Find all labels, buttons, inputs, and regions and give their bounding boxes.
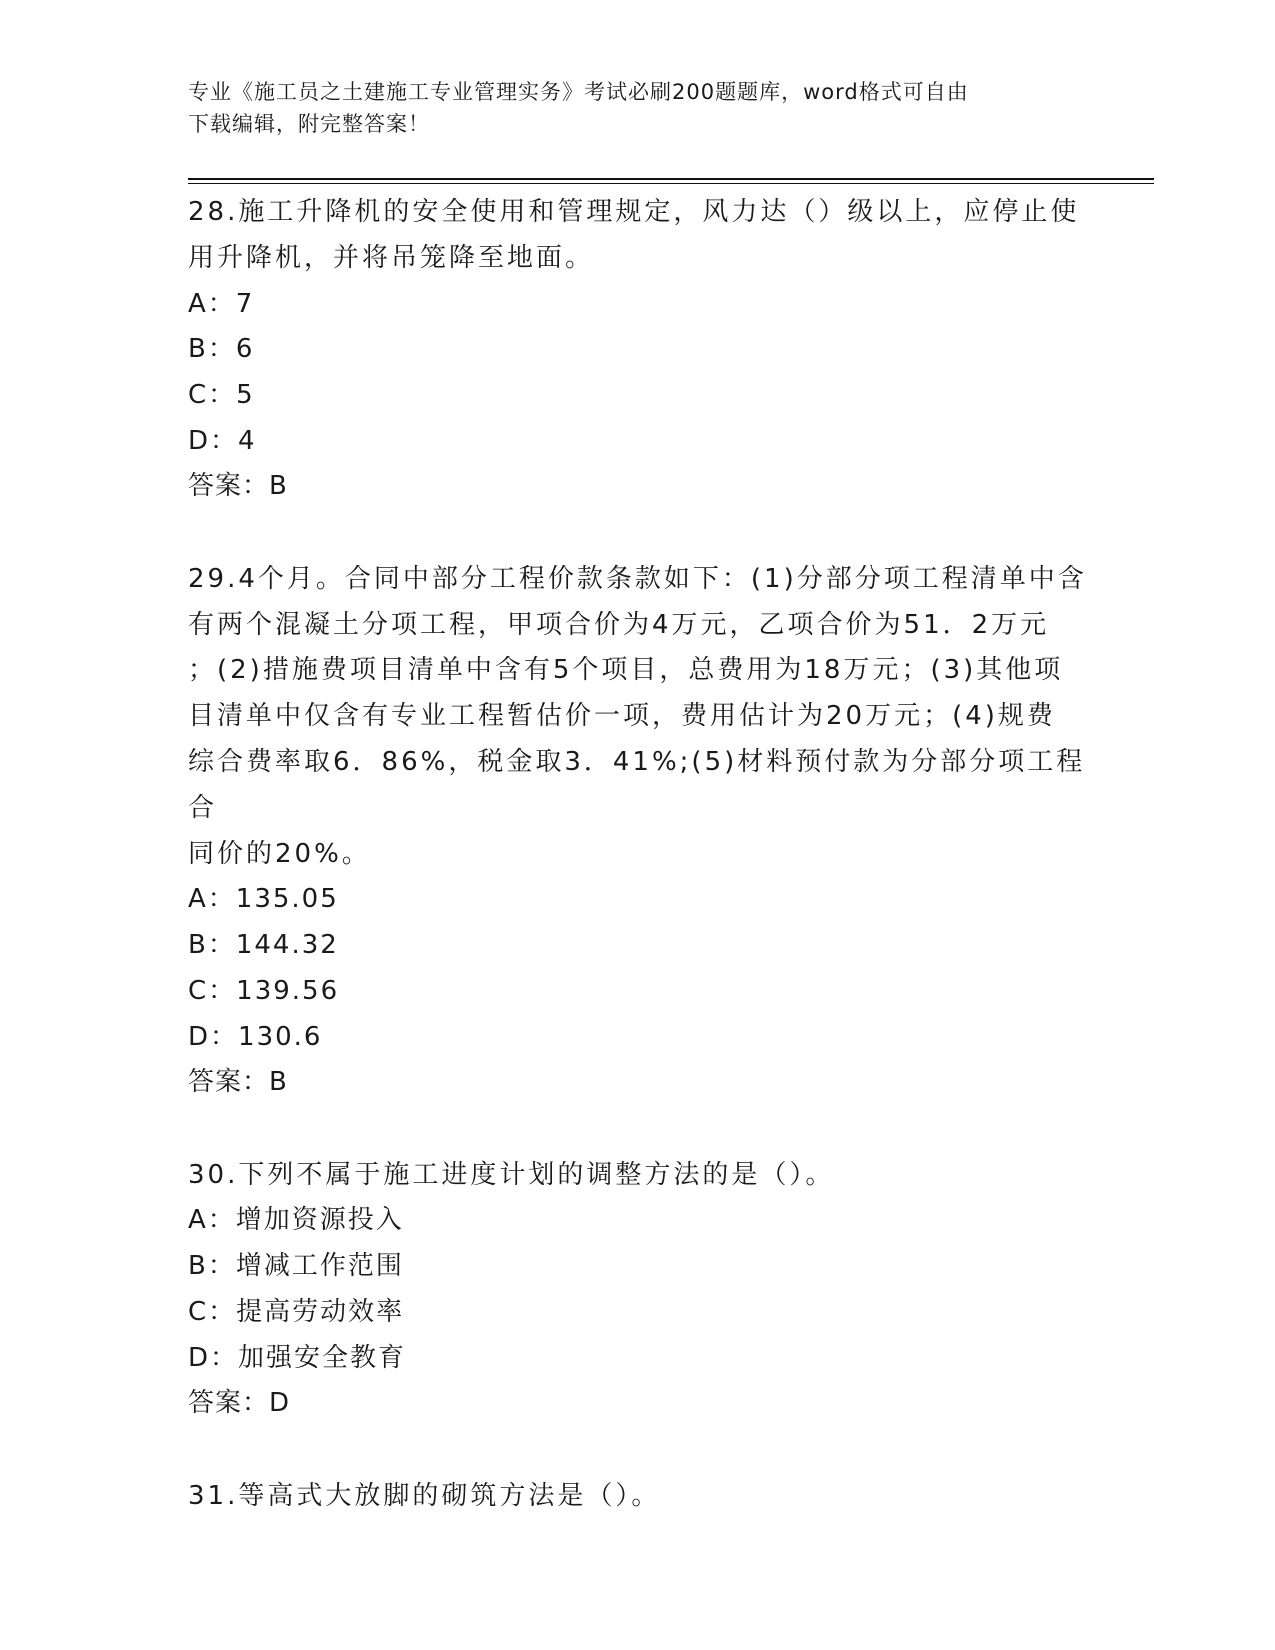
- option-b: B：增减工作范围: [188, 1251, 404, 1282]
- option-d: D：130.6: [188, 1021, 323, 1052]
- option-c: C：提高劳动效率: [188, 1296, 405, 1327]
- option-c: C：139.56: [188, 975, 340, 1006]
- option-a: A：增加资源投入: [188, 1205, 404, 1236]
- option-a: A：135.05: [188, 884, 339, 915]
- answer-line: 答案：B: [188, 470, 288, 501]
- question-29: [188, 557, 1088, 1103]
- header-divider-thick: [188, 178, 1154, 180]
- question-list: [188, 190, 1088, 1519]
- document-header: 专业《施工员之土建施工专业管理实务》考试必刷200题题库，word格式可自由 下载编辑，附完整答案！: [188, 80, 969, 136]
- option-b: B：144.32: [188, 930, 339, 961]
- option-d: D：4: [188, 425, 257, 456]
- question-stem: 30.下列不属于施工进度计划的调整方法的是（）。: [188, 1159, 835, 1190]
- question-31: [188, 1474, 1088, 1520]
- option-a: A：7: [188, 288, 255, 319]
- question-stem: 29.4个月。合同中部分工程价款条款如下：(1)分部分项工程清单中含 有两个混凝土分项工程，甲项合价为4万元，乙项合价为51．2万元 ；(2)措施费项目清单中含有5个项目，总费用为18万元；(3)其他项 目清单中仅含有专业工程暂估价一项，费用估计为20万元；(4)规费 综合费率取6．86%，税金取3．41%;(5)材料预付款为分部分项工程合 同价的20%。: [188, 563, 1087, 869]
- option-b: B：6: [188, 334, 255, 365]
- question-gap: [188, 1424, 1088, 1474]
- question-28: [188, 190, 1088, 507]
- option-c: C：5: [188, 380, 255, 411]
- header-divider-thin: [188, 183, 1154, 184]
- question-30: [188, 1153, 1088, 1424]
- answer-line: 答案：D: [188, 1387, 291, 1418]
- question-stem: 28.施工升降机的安全使用和管理规定，风力达（）级以上，应停止使 用升降机，并将吊笼降至地面。: [188, 197, 1080, 273]
- question-gap: [188, 507, 1088, 557]
- option-d: D：加强安全教育: [188, 1342, 407, 1373]
- question-stem: 31.等高式大放脚的砌筑方法是（）。: [188, 1480, 661, 1511]
- answer-line: 答案：B: [188, 1066, 288, 1097]
- question-gap: [188, 1103, 1088, 1153]
